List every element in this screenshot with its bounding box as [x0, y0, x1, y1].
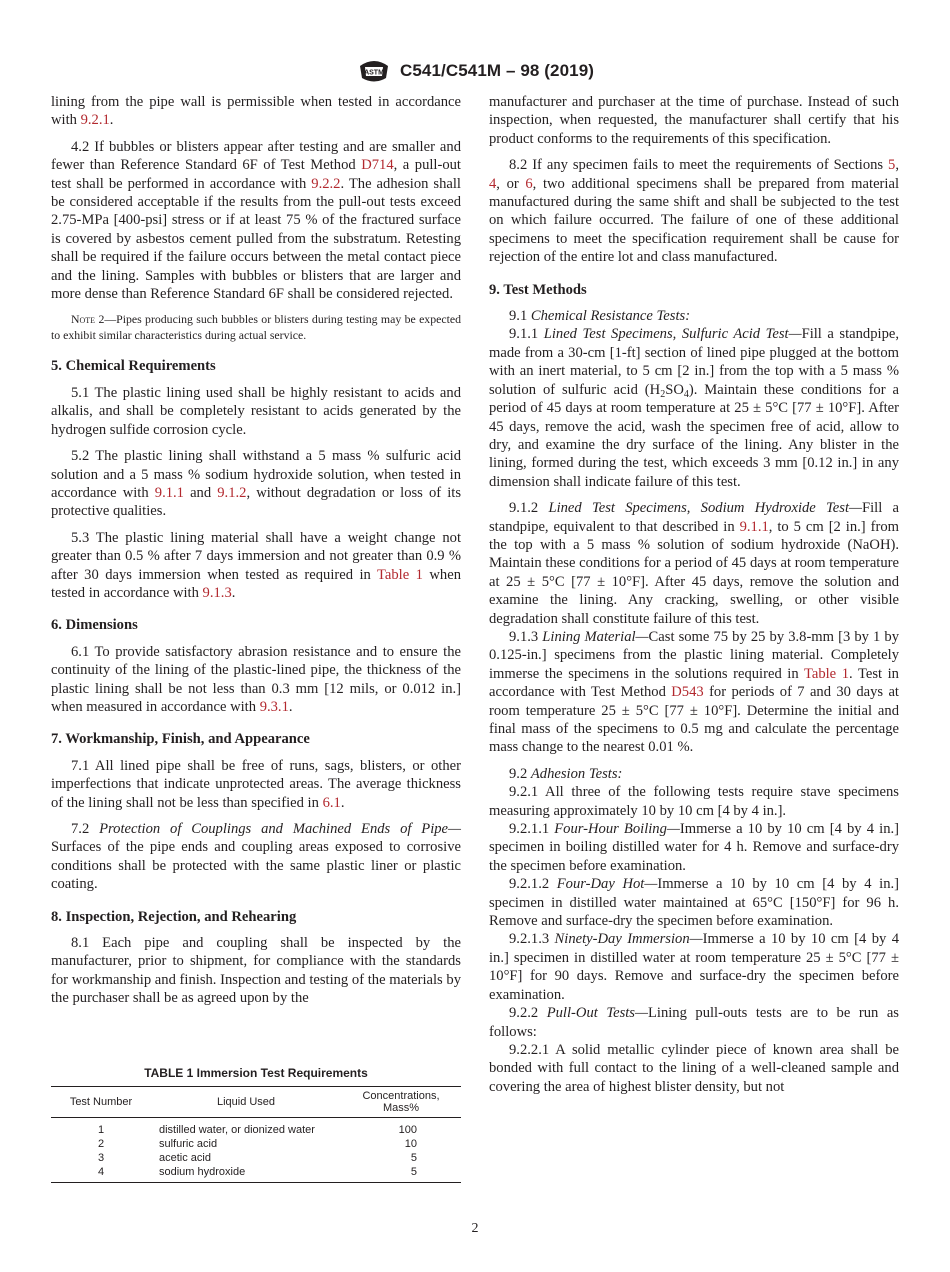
link-9-2-2[interactable]: 9.2.2 — [311, 175, 341, 192]
table-row — [51, 1118, 461, 1138]
paragraph-9-2-1-1: 9.2.1.1 Four-Hour Boiling—Immerse a 10 by 10 cm [4 by 4 in.] specimen in boiling distilled water for 4 h. Remove and surface-dry the specimen before examination. — [489, 821, 899, 874]
link-section-6[interactable]: 6 — [525, 175, 533, 192]
note-2: Note 2—Pipes producing such bubbles or blisters during testing may be expected to exhibit similar characteristics during actual service. — [51, 312, 461, 343]
col-header-concentrations: Concentrations, Mass% — [362, 1090, 440, 1114]
paragraph-8-2: 8.2 If any specimen fails to meet the requirements of Sections 5, 4, or 6, two additional specimens shall be prepared from material manufactured during the same shift and shall be subjected to the test on which failure occurred. The failure of one of these additional specimens to meet the specification requirement shall be cause for rejection of the entire lot and class manufactured. — [489, 157, 899, 266]
cell-concentration: 5 — [410, 1166, 417, 1178]
heading-test-methods: 9. Test Methods — [489, 281, 587, 298]
page-number: 2 — [471, 1221, 479, 1236]
link-9-1-1[interactable]: 9.1.1 — [154, 484, 184, 501]
link-9-1-1[interactable]: 9.1.1 — [739, 518, 769, 535]
link-9-3-1[interactable]: 9.3.1 — [259, 698, 289, 715]
paragraph-9-2-2: 9.2.2 Pull-Out Tests—Lining pull-outs tests are to be run as follows: — [489, 1005, 899, 1040]
cell-liquid: distilled water, or dionized water — [159, 1124, 315, 1136]
cell-test-number: 2 — [97, 1138, 105, 1150]
col-header-liquid-used: Liquid Used — [216, 1096, 276, 1108]
heading-dimensions: 6. Dimensions — [51, 617, 138, 634]
paragraph-9-2-1: 9.2.1 All three of the following tests require stave specimens measuring approximately 10 by 10 cm [4 by 4 in.]. — [489, 784, 899, 819]
paragraph-9-1: 9.1 Chemical Resistance Tests: — [509, 308, 691, 325]
paragraph-7-2: 7.2 Protection of Couplings and Machined Ends of Pipe—Surfaces of the pipe ends and coupling areas exposed to corrosive conditions shall be protected with the same plastic liner or plastic coating. — [51, 821, 462, 893]
link-section-4[interactable]: 4 — [489, 175, 497, 192]
table-row — [51, 1137, 461, 1151]
left-column — [51, 93, 461, 1008]
table-row — [51, 1165, 461, 1183]
link-9-1-2[interactable]: 9.1.2 — [217, 484, 247, 501]
paragraph-9-1-3: 9.1.3 Lining Material—Cast some 75 by 25 by 3.8-mm [3 by 1 by 0.125-in.] specimens from the plastic lining material. Completely immerse the specimens in the solutions required in Table 1. Test in accordance with Test Method D543 for periods of 7 and 30 days at room temperature 25 ± 5°C [77 ± 10°F]. Determine the initial and final mass of the specimens to 0.5 mg and calculate the percentage mass change to the nearest 0.01 %. — [489, 628, 900, 756]
paragraph-8-1-continued: manufacturer and purchaser at the time of purchase. Instead of such inspection, when requested, the manufacturer shall certify that his product conforms to the requirements of this specification. — [489, 94, 899, 147]
paragraph-9-2-2-1: 9.2.2.1 A solid metallic cylinder piece of known area shall be bonded with full contact to the lining of a well-cleaned sample and covering the area of highest blister density, but not — [489, 1041, 899, 1095]
svg-text:ASTM: ASTM — [364, 69, 384, 77]
paragraph-5-1: 5.1 The plastic lining used shall be highly resistant to acids and alkalis, and shall be completely resistant to acids generated by the hydrogen sulfide corrosion cycle. — [51, 384, 461, 438]
link-section-5[interactable]: 5 — [888, 157, 896, 174]
link-9-2-1[interactable]: 9.2.1 — [80, 112, 110, 129]
paragraph-7-1: 7.1 All lined pipe shall be free of runs, sags, blisters, or other imperfections that indicate unprotected areas. The average thickness of the lining shall not be less than specified in 6.1. — [51, 757, 461, 811]
table-header-row — [51, 1087, 461, 1118]
table-row — [51, 1151, 461, 1165]
cell-liquid: acetic acid — [159, 1152, 211, 1164]
paragraph-8-1: 8.1 Each pipe and coupling shall be inspected by the manufacturer, prior to shipment, for compliance with the standards for workmanship and finish. Inspection and testing of the materials by the purchaser shall be as agreed upon by the — [51, 935, 461, 1007]
link-table-1[interactable]: Table 1 — [376, 566, 423, 583]
immersion-test-table — [51, 1086, 461, 1183]
link-table-1[interactable]: Table 1 — [803, 665, 850, 682]
paragraph-5-2: 5.2 The plastic lining shall withstand a 5 mass % sulfuric acid solution and a 5 mass % sodium hydroxide solution, when tested in accordance with 9.1.1 and 9.1.2, without degradation or loss of its protective qualities. — [51, 448, 461, 520]
cell-concentration: 5 — [410, 1152, 417, 1164]
link-d714[interactable]: D714 — [361, 157, 394, 174]
cell-test-number: 1 — [97, 1124, 105, 1136]
cell-test-number: 4 — [97, 1166, 105, 1178]
right-column — [489, 93, 899, 1096]
cell-liquid: sulfuric acid — [159, 1138, 218, 1150]
link-9-1-3[interactable]: 9.1.3 — [202, 584, 232, 601]
standard-designation: C541/C541M – 98 (2019) — [399, 61, 595, 80]
page-header — [0, 57, 950, 85]
paragraph-9-2: 9.2 Adhesion Tests: — [509, 765, 623, 782]
cell-test-number: 3 — [97, 1152, 105, 1164]
cell-liquid: sodium hydroxide — [159, 1166, 246, 1178]
heading-chemical-requirements: 5. Chemical Requirements — [51, 358, 216, 375]
paragraph-9-1-2: 9.1.2 Lined Test Specimens, Sodium Hydroxide Test—Fill a standpipe, equivalent to that described in 9.1.1, to 5 cm [2 in.] from the top with a 5 mass % solution of sodium hydroxide (NaOH). Maintain these conditions for a period of 45 days at room temperature at 25 ± 5°C [77 ± 10°F]. After 45 days, remove the solution and examine the lining. Any cracking, swelling, or other visible degradation shall constitute failure of this test. — [489, 500, 900, 627]
paragraph-4-1-continued: lining from the pipe wall is permissible when tested in accordance with 9.2.1. — [51, 94, 461, 129]
table-1 — [51, 1066, 461, 1183]
cell-concentration: 100 — [398, 1124, 417, 1136]
paragraph-4-2: 4.2 If bubbles or blisters appear after testing and are smaller and fewer than Reference Standard 6F of Test Method D714, a pull-out test shall be performed in accordance with 9.2.2. The adhesion shall be considered acceptable if the results from the pull-out tests exceed 2.75-MPa [400-psi] stress or if at least 75 % of the fractured surface is covered by asbestos cement pulled from the substratum. Retesting shall be required if the failure occurs between the metal contact piece and the lining. Samples with bubbles or blisters that are larger and more dense than Reference Standard 6F shall be considered rejected. — [51, 138, 461, 303]
heading-workmanship: 7. Workmanship, Finish, and Appearance — [51, 731, 310, 748]
link-d543[interactable]: D543 — [671, 684, 704, 701]
astm-logo-icon — [356, 58, 392, 84]
cell-concentration: 10 — [404, 1138, 417, 1150]
link-6-1[interactable]: 6.1 — [322, 794, 341, 811]
paragraph-9-2-1-3: 9.2.1.3 Ninety-Day Immersion—Immerse a 10 by 10 cm [4 by 4 in.] specimen in distilled water at room temperature 25 ± 5°C [77 ± 10°F] for 90 days. Remove and surface-dry the specimen before examination. — [489, 931, 899, 1003]
paragraph-6-1: 6.1 To provide satisfactory abrasion resistance and to ensure the continuity of the lining of the plastic-lined pipe, the thickness of the plastic lining shall be not less than 0.3 mm [12 mils, or 0.012 in.] when measured in accordance with 9.3.1. — [51, 643, 461, 715]
paragraph-9-1-1: 9.1.1 Lined Test Specimens, Sulfuric Acid Test—Fill a standpipe, made from a 30-cm [1-ft] section of lined pipe plugged at the bottom with an inert material, to 5 cm [2 in.] from the top with a 5 mass % solution of sulfuric acid $(H_2SO_4)$. Maintain these conditions for a period of 45 days at room temperature at 25 ± 5°C [77 ± 10°F]. After 45 days, remove the acid, wash the specimen free of acid, allow to dry, and examine the dry surface of the lining. Any blister in the lining, formed during the test, which exceeds 3 mm [0.12 in.] in any dimension shall indicate failure of this test. — [489, 326, 899, 490]
col-header-test-number: Test Number — [69, 1096, 133, 1108]
table-1-title: TABLE 1 Immersion Test Requirements — [144, 1066, 368, 1080]
paragraph-5-3: 5.3 The plastic lining material shall have a weight change not greater than 0.5 % after 7 days immersion and not greater than 0.9 % after 30 days immersion when tested as required in Table 1 when tested in accordance with 9.1.3. — [51, 529, 461, 601]
heading-inspection: 8. Inspection, Rejection, and Rehearing — [51, 908, 297, 925]
paragraph-9-2-1-2: 9.2.1.2 Four-Day Hot—Immerse a 10 by 10 cm [4 by 4 in.] specimen in distilled water maintained at 65°C [150°F] for 96 h. Remove and surface-dry the specimen before examination. — [489, 876, 899, 930]
